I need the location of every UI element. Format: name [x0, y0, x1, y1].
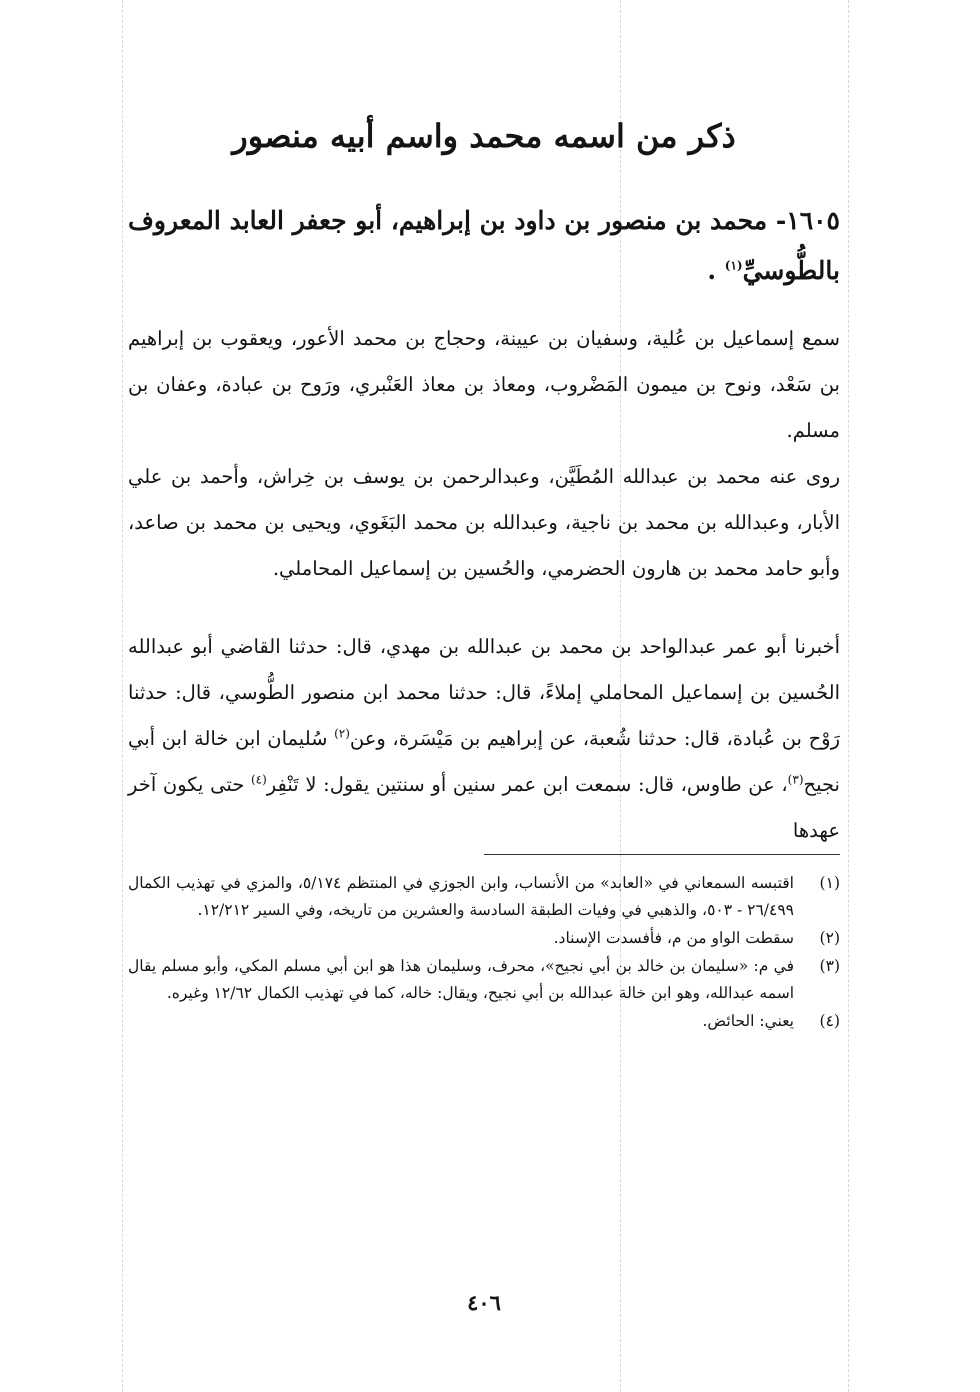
footnote-separator [484, 854, 840, 855]
footnote-text: في م: «سليمان بن خالد بن أبي نجيح»، محرف، وسليمان هذا هو ابن أبي مسلم المكي، وأبو مسلم يقال اسمه عبدالله، وهو ابن خالة عبدالله بن أبي نجيح، ويقال: خاله، كما في تهذيب الكمال ١٢/٦٢ وغيره. [128, 957, 794, 1002]
scan-guide-line [122, 0, 123, 1392]
teachers-paragraph: سمع إسماعيل بن عُلية، وسفيان بن عيينة، وحجاج بن محمد الأعور، ويعقوب بن إبراهيم بن سَعْد، ونوح بن ميمون المَضْروب، ومعاذ بن معاذ العَنْبري، ورَوح بن عبادة، وعفان بن مسلم. [128, 327, 840, 442]
hadith-text-part-b: سُليمان ابن خالة ابن أبي نجيح [128, 727, 840, 796]
biography-entry-heading [128, 196, 840, 296]
footnote-number: (٢) [819, 929, 840, 947]
footnote-text: سقطت الواو من م، فأفسدت الإسناد. [553, 929, 794, 947]
footnote-text: يعني: الحائض. [702, 1012, 794, 1030]
hadith-paragraph [128, 624, 840, 854]
scan-guide-line [848, 0, 849, 1392]
footnote-ref-4[interactable]: (٤) [250, 772, 267, 787]
hadith-text-part-a: أخبرنا أبو عمر عبدالواحد بن محمد بن عبدالله بن مهدي، قال: حدثنا القاضي أبو عبدالله الحُسين بن إسماعيل المحاملي إملاءً، قال: حدثنا محمد ابن منصور الطُّوسي، قال: حدثنا رَوْح بن عُبادة، قال: حدثنا شُعبة، عن إبراهيم بن مَيْسَرة، وعن [128, 635, 841, 750]
book-page [128, 0, 840, 1392]
entry-number: ١٦٠٥- [775, 206, 840, 235]
footnote-ref-1[interactable]: (١) [724, 258, 743, 273]
page-number: ٤٠٦ [467, 1290, 501, 1315]
footnote-item [128, 1008, 840, 1035]
footnote-number: (١) [819, 874, 840, 892]
footnote-ref-2[interactable]: (٢) [334, 726, 350, 741]
hadith-text-part-d: حتى يكون آخر عهدها [128, 773, 840, 842]
footnote-item [128, 870, 840, 924]
chapter-heading: ذكر من اسمه محمد واسم أبيه منصور [232, 117, 736, 155]
footnote-text: اقتبسه السمعاني في «العابد» من الأنساب، وابن الجوزي في المنتظم ٥/١٧٤، والمزي في تهذيب الكمال ٢٦/٤٩٩ - ٥٠٣، والذهبي في وفيات الطبقة السادسة والعشرين من تاريخه، وفي السير ١٢/٢١٢. [128, 874, 794, 919]
footnote-number: (٣) [819, 957, 840, 975]
footnote-number: (٤) [819, 1012, 840, 1030]
students-paragraph: روى عنه محمد بن عبدالله المُطَيَّن، وعبدالرحمن بن يوسف بن خِراش، وأحمد بن علي الأبار، وعبدالله بن محمد بن ناجية، وعبدالله بن محمد البَغَوي، ويحيى بن محمد بن صاعد، وأبو حامد محمد بن هارون الحضرمي، والحُسين بن إسماعيل المحاملي. [128, 465, 840, 580]
footnote-ref-3[interactable]: (٣) [787, 772, 804, 787]
footnote-item [128, 925, 840, 952]
footnotes-section [128, 870, 840, 1036]
entry-end-mark: . [707, 256, 717, 285]
footnote-item [128, 953, 840, 1007]
hadith-text-part-c: ، عن طاوس، قال: سمعت ابن عمر سنين أو سنتين يقول: لا تَنْفِر [266, 773, 788, 796]
entry-name: محمد بن منصور بن داود بن إبراهيم، أبو جعفر العابد المعروف بالطُّوسيِّ [128, 206, 840, 285]
